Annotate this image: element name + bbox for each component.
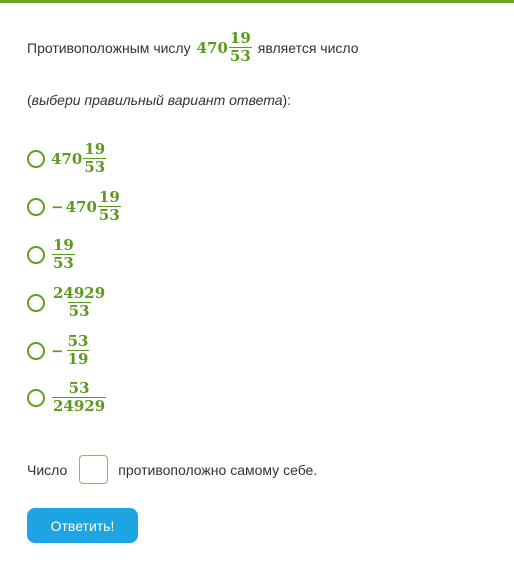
option-denominator: 53 <box>84 158 106 176</box>
option-value <box>51 380 106 415</box>
option-denominator: 53 <box>98 206 120 224</box>
question-mixed-number <box>197 30 252 65</box>
option-numerator: 19 <box>98 188 120 206</box>
option-whole: 470 <box>65 197 97 216</box>
option-minus: − <box>51 197 64 216</box>
option-5[interactable] <box>27 333 89 368</box>
option-numerator: 53 <box>68 379 90 397</box>
option-2[interactable] <box>27 189 121 224</box>
option-numerator: 24929 <box>53 284 106 302</box>
option-fraction <box>98 189 121 224</box>
option-value <box>51 141 106 176</box>
option-denominator: 19 <box>67 350 89 368</box>
hint-italic-text: выбери правильный вариант ответа <box>31 92 283 108</box>
top-accent-bar <box>0 0 514 3</box>
hint-close-paren: ): <box>282 92 292 108</box>
radio-button[interactable] <box>27 198 45 216</box>
option-denominator: 53 <box>53 254 74 272</box>
hint-open-paren: ( <box>27 92 32 108</box>
question-denominator: 53 <box>229 47 251 65</box>
option-6[interactable] <box>27 380 106 415</box>
question-prefix: Противоположным числу <box>27 39 191 56</box>
question-text <box>27 30 359 65</box>
option-fraction <box>52 237 75 272</box>
option-whole: 470 <box>51 149 83 168</box>
option-value <box>51 333 89 368</box>
radio-button[interactable] <box>27 389 45 407</box>
option-value <box>51 285 106 320</box>
sentence-before: Число <box>27 461 68 478</box>
question-fraction <box>229 30 252 65</box>
question-whole: 470 <box>196 38 228 57</box>
option-numerator: 19 <box>84 140 106 158</box>
option-3[interactable] <box>27 237 75 272</box>
answer-hint <box>27 92 291 108</box>
answer-input-box[interactable] <box>79 455 108 484</box>
radio-button[interactable] <box>27 246 45 264</box>
option-value <box>51 189 121 224</box>
radio-button[interactable] <box>27 342 45 360</box>
option-4[interactable] <box>27 285 106 320</box>
question-numerator: 19 <box>229 29 251 47</box>
option-denominator: 53 <box>68 302 90 320</box>
option-denominator: 24929 <box>53 397 106 415</box>
question-suffix: является число <box>257 39 359 56</box>
option-value <box>51 237 75 272</box>
option-minus: − <box>51 341 64 360</box>
sentence-after: противоположно самому себе. <box>118 461 318 478</box>
option-numerator: 19 <box>53 236 74 254</box>
self-opposite-sentence <box>27 455 317 484</box>
option-fraction <box>52 285 106 320</box>
option-fraction <box>67 333 90 368</box>
submit-button[interactable]: Ответить! <box>27 508 138 543</box>
option-numerator: 53 <box>67 332 89 350</box>
radio-button[interactable] <box>27 150 45 168</box>
option-fraction <box>52 380 106 415</box>
option-1[interactable] <box>27 141 106 176</box>
option-fraction <box>83 141 106 176</box>
radio-button[interactable] <box>27 294 45 312</box>
